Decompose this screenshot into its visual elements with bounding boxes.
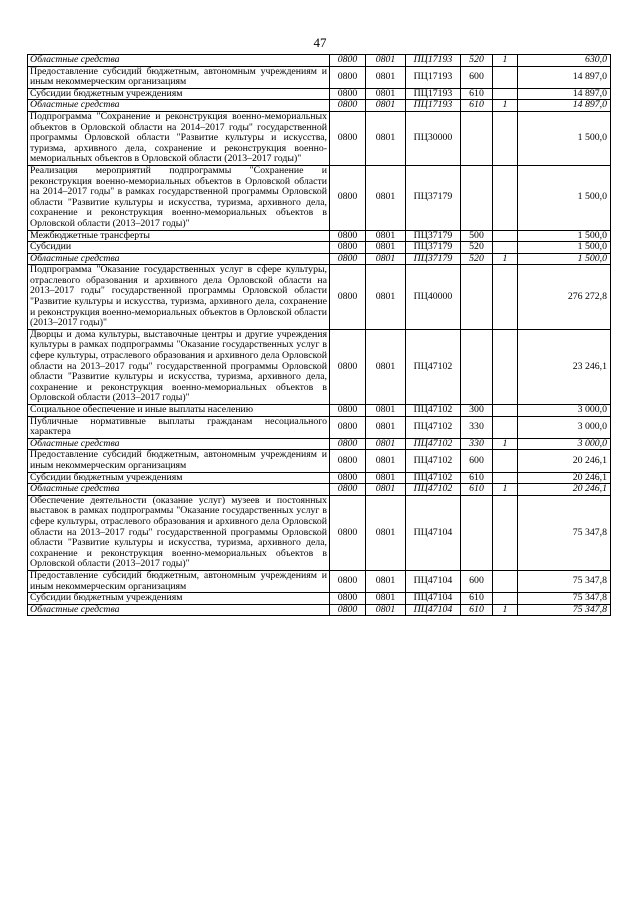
table-row (28, 165, 611, 230)
row-amount: 75 347,8 (518, 593, 611, 605)
row-amount: 14 897,0 (518, 88, 611, 100)
row-funding-source (493, 230, 518, 242)
row-subsection-code: 0801 (366, 450, 406, 472)
row-section-code: 0800 (330, 253, 366, 265)
row-description: Областные средства (28, 484, 330, 496)
row-section-code: 0800 (330, 604, 366, 616)
row-description: Субсидии (28, 242, 330, 254)
row-subsection-code: 0801 (366, 570, 406, 592)
row-section-code: 0800 (330, 495, 366, 570)
row-expense-type (461, 265, 493, 330)
row-target-article: ПЦ47102 (406, 329, 461, 404)
budget-table (27, 54, 611, 616)
row-section-code: 0800 (330, 484, 366, 496)
row-funding-source (493, 495, 518, 570)
row-section-code: 0800 (330, 570, 366, 592)
row-section-code: 0800 (330, 55, 366, 67)
row-section-code: 0800 (330, 405, 366, 417)
row-funding-source (493, 450, 518, 472)
row-section-code: 0800 (330, 472, 366, 484)
row-subsection-code: 0801 (366, 230, 406, 242)
row-section-code: 0800 (330, 100, 366, 112)
row-target-article: ПЦ47104 (406, 495, 461, 570)
row-amount: 1 500,0 (518, 242, 611, 254)
row-amount: 1 500,0 (518, 230, 611, 242)
row-section-code: 0800 (330, 66, 366, 88)
row-target-article: ПЦ30000 (406, 111, 461, 165)
row-section-code: 0800 (330, 165, 366, 230)
row-description: Областные средства (28, 604, 330, 616)
row-target-article: ПЦ40000 (406, 265, 461, 330)
row-funding-source (493, 88, 518, 100)
table-row (28, 405, 611, 417)
row-expense-type: 610 (461, 484, 493, 496)
row-funding-source (493, 111, 518, 165)
row-amount: 3 000,0 (518, 405, 611, 417)
row-expense-type: 520 (461, 242, 493, 254)
row-funding-source: 1 (493, 438, 518, 450)
row-target-article: ПЦ47104 (406, 593, 461, 605)
row-funding-source (493, 405, 518, 417)
row-section-code: 0800 (330, 593, 366, 605)
row-description: Предоставление субсидий бюджетным, автономным учреждениям и иным некоммерческим организациям (28, 66, 330, 88)
row-amount: 75 347,8 (518, 495, 611, 570)
row-target-article: ПЦ37179 (406, 230, 461, 242)
table-row (28, 100, 611, 112)
row-expense-type: 600 (461, 570, 493, 592)
row-expense-type: 600 (461, 450, 493, 472)
row-description: Публичные нормативные выплаты гражданам несоциального характера (28, 416, 330, 438)
page-number: 47 (313, 35, 327, 50)
row-description: Областные средства (28, 438, 330, 450)
row-subsection-code: 0801 (366, 329, 406, 404)
row-section-code: 0800 (330, 416, 366, 438)
row-amount: 630,0 (518, 55, 611, 67)
row-description: Дворцы и дома культуры, выставочные центры и другие учреждения культуры в рамках подпрограммы "Оказание государственных услуг в сфере культуры, отраслевого образования и архивного дела Орловской области на 2013–2017 годы" государственной программы Орловской области "Развитие культуры и искусства, туризма, архивного дела, сохранение и реконструкция военно-мемориальных объектов в Орловской области (2013–2017 годы)" (28, 329, 330, 404)
table-row (28, 230, 611, 242)
row-funding-source: 1 (493, 253, 518, 265)
table-row (28, 484, 611, 496)
row-funding-source (493, 165, 518, 230)
row-subsection-code: 0801 (366, 111, 406, 165)
row-expense-type: 610 (461, 88, 493, 100)
row-description: Субсидии бюджетным учреждениям (28, 472, 330, 484)
row-amount: 276 272,8 (518, 265, 611, 330)
table-row (28, 265, 611, 330)
row-expense-type: 300 (461, 405, 493, 417)
row-subsection-code: 0801 (366, 55, 406, 67)
row-description: Подпрограмма "Сохранение и реконструкция военно-мемориальных объектов в Орловской области на 2014–2017 годы" государственной программы Орловской области "Развитие культуры и искусства, туризма, архивного дела, сохранение и реконструкция военно-мемориальных объектов в Орловской области (2013–2017 годы)" (28, 111, 330, 165)
row-target-article: ПЦ17193 (406, 88, 461, 100)
row-section-code: 0800 (330, 438, 366, 450)
table-row (28, 242, 611, 254)
row-target-article: ПЦ47104 (406, 570, 461, 592)
row-subsection-code: 0801 (366, 484, 406, 496)
row-amount: 23 246,1 (518, 329, 611, 404)
row-section-code: 0800 (330, 111, 366, 165)
row-funding-source (493, 472, 518, 484)
row-amount: 14 897,0 (518, 66, 611, 88)
row-subsection-code: 0801 (366, 253, 406, 265)
row-amount: 20 246,1 (518, 450, 611, 472)
row-expense-type: 610 (461, 604, 493, 616)
row-target-article: ПЦ47104 (406, 604, 461, 616)
table-row (28, 450, 611, 472)
row-section-code: 0800 (330, 88, 366, 100)
row-subsection-code: 0801 (366, 593, 406, 605)
row-funding-source: 1 (493, 604, 518, 616)
row-expense-type: 610 (461, 472, 493, 484)
row-description: Предоставление субсидий бюджетным, автономным учреждениям и иным некоммерческим организациям (28, 450, 330, 472)
table-row (28, 55, 611, 67)
row-expense-type: 330 (461, 438, 493, 450)
row-section-code: 0800 (330, 265, 366, 330)
table-row (28, 111, 611, 165)
row-amount: 75 347,8 (518, 570, 611, 592)
row-section-code: 0800 (330, 450, 366, 472)
row-funding-source (493, 242, 518, 254)
row-funding-source: 1 (493, 55, 518, 67)
table-row (28, 604, 611, 616)
row-amount: 75 347,8 (518, 604, 611, 616)
row-funding-source (493, 265, 518, 330)
row-expense-type: 520 (461, 55, 493, 67)
row-funding-source: 1 (493, 484, 518, 496)
table-row (28, 570, 611, 592)
row-target-article: ПЦ17193 (406, 66, 461, 88)
row-section-code: 0800 (330, 329, 366, 404)
row-amount: 1 500,0 (518, 165, 611, 230)
row-amount: 1 500,0 (518, 253, 611, 265)
row-description: Субсидии бюджетным учреждениям (28, 88, 330, 100)
row-amount: 3 000,0 (518, 438, 611, 450)
table-row (28, 472, 611, 484)
row-subsection-code: 0801 (366, 472, 406, 484)
row-description: Реализация мероприятий подпрограммы "Сохранение и реконструкция военно-мемориальных объектов в Орловской области на 2014–2017 годы" в рамках государственной программы Орловской области "Развитие культуры и искусства, туризма, архивного дела, сохранение и реконструкция военно-мемориальных объектов в Орловской области (2013–2017 годы)" (28, 165, 330, 230)
row-funding-source: 1 (493, 100, 518, 112)
row-expense-type: 500 (461, 230, 493, 242)
row-description: Областные средства (28, 253, 330, 265)
row-subsection-code: 0801 (366, 405, 406, 417)
row-expense-type: 520 (461, 253, 493, 265)
row-description: Межбюджетные трансферты (28, 230, 330, 242)
table-row (28, 88, 611, 100)
row-funding-source (493, 416, 518, 438)
table-body (28, 55, 611, 616)
row-expense-type: 610 (461, 593, 493, 605)
row-amount: 1 500,0 (518, 111, 611, 165)
row-subsection-code: 0801 (366, 495, 406, 570)
row-target-article: ПЦ37179 (406, 165, 461, 230)
row-subsection-code: 0801 (366, 438, 406, 450)
row-target-article: ПЦ37179 (406, 242, 461, 254)
row-description: Социальное обеспечение и иные выплаты населению (28, 405, 330, 417)
table-row (28, 593, 611, 605)
row-target-article: ПЦ47102 (406, 472, 461, 484)
row-description: Субсидии бюджетным учреждениям (28, 593, 330, 605)
table-row (28, 329, 611, 404)
row-amount: 20 246,1 (518, 484, 611, 496)
table-row (28, 495, 611, 570)
row-subsection-code: 0801 (366, 265, 406, 330)
row-expense-type (461, 495, 493, 570)
row-amount: 14 897,0 (518, 100, 611, 112)
row-funding-source (493, 66, 518, 88)
row-expense-type: 610 (461, 100, 493, 112)
row-expense-type (461, 329, 493, 404)
row-description: Областные средства (28, 55, 330, 67)
row-subsection-code: 0801 (366, 416, 406, 438)
row-funding-source (493, 329, 518, 404)
row-target-article: ПЦ47102 (406, 405, 461, 417)
row-target-article: ПЦ17193 (406, 100, 461, 112)
row-target-article: ПЦ47102 (406, 438, 461, 450)
row-description: Предоставление субсидий бюджетным, автономным учреждениям и иным некоммерческим организациям (28, 570, 330, 592)
row-funding-source (493, 593, 518, 605)
row-expense-type: 600 (461, 66, 493, 88)
row-description: Подпрограмма "Оказание государственных услуг в сфере культуры, отраслевого образования и архивного дела Орловской области на 2013–2017 годы" государственной программы Орловской области "Развитие культуры и искусства, туризма, архивного дела, сохранение и реконструкция военно-мемориальных объектов в Орловской области (2013–2017 годы)" (28, 265, 330, 330)
row-description: Областные средства (28, 100, 330, 112)
row-subsection-code: 0801 (366, 604, 406, 616)
row-target-article: ПЦ47102 (406, 484, 461, 496)
row-section-code: 0800 (330, 242, 366, 254)
row-funding-source (493, 570, 518, 592)
row-target-article: ПЦ47102 (406, 416, 461, 438)
table-row (28, 416, 611, 438)
table-row (28, 438, 611, 450)
row-expense-type (461, 165, 493, 230)
table-row (28, 66, 611, 88)
row-subsection-code: 0801 (366, 242, 406, 254)
row-subsection-code: 0801 (366, 66, 406, 88)
row-subsection-code: 0801 (366, 100, 406, 112)
row-description: Обеспечение деятельности (оказание услуг) музеев и постоянных выставок в рамках подпрограммы "Оказание государственных услуг в сфере культуры, отраслевого образования и архивного дела Орловской области на 2013–2017 годы" государственной программы Орловской области "Развитие культуры и искусства, туризма, архивного дела, сохранение и реконструкция военно-мемориальных объектов в Орловской области (2013–2017 годы)" (28, 495, 330, 570)
row-target-article: ПЦ47102 (406, 450, 461, 472)
row-section-code: 0800 (330, 230, 366, 242)
row-target-article: ПЦ37179 (406, 253, 461, 265)
row-amount: 3 000,0 (518, 416, 611, 438)
row-subsection-code: 0801 (366, 88, 406, 100)
table-row (28, 253, 611, 265)
row-expense-type (461, 111, 493, 165)
row-expense-type: 330 (461, 416, 493, 438)
row-subsection-code: 0801 (366, 165, 406, 230)
row-amount: 20 246,1 (518, 472, 611, 484)
row-target-article: ПЦ17193 (406, 55, 461, 67)
